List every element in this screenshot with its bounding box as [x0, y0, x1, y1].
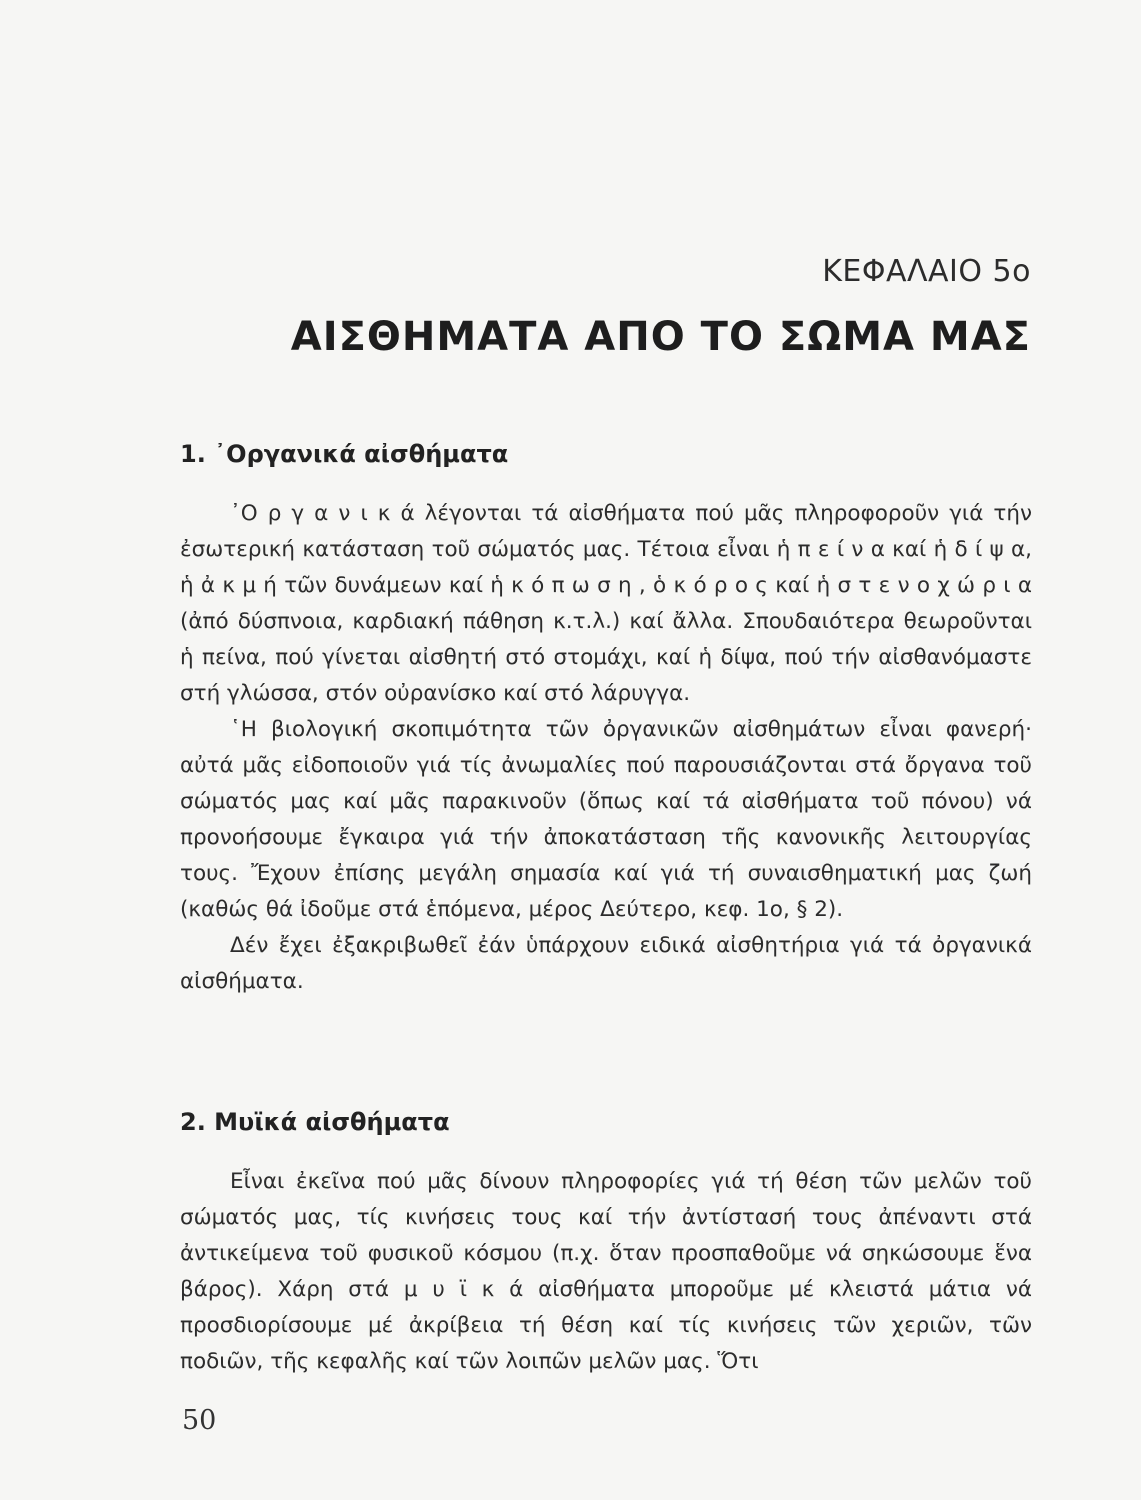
chapter-title: ΑΙΣΘΗΜΑΤΑ ΑΠΟ ΤΟ ΣΩΜΑ ΜΑΣ	[290, 314, 1031, 360]
section-heading-muscular: 2. Μυϊκά αἰσθήματα	[180, 1108, 450, 1136]
page-number: 50	[182, 1405, 217, 1436]
chapter-label: ΚΕΦΑΛΑΙΟ 5ο	[822, 254, 1031, 289]
paragraph: Δέν ἔχει ἐξακριβωθεῖ ἐάν ὑπάρχουν ειδικά αἰσθητήρια γιά τά ὀργανικά αἰσθήματα.	[180, 933, 1032, 994]
section-body-organic	[180, 496, 1032, 1000]
section-body-muscular	[180, 1164, 1032, 1380]
section-heading-organic: 1. ᾿Οργανικά αἰσθήματα	[180, 440, 509, 468]
paragraph: ᾿Ο ρ γ α ν ι κ ά λέγονται τά αἰσθήματα πού μᾶς πληροφοροῦν γιά τήν ἐσωτερική κατάσταση τοῦ σώματός μας. Τέτοια εἶναι ἡ π ε ί ν α καί ἡ δ ί ψ α, ἡ ἀ κ μ ή τῶν δυνάμεων καί ἡ κ ό π ω σ η , ὁ κ ό ρ ο ς καί ἡ σ τ ε ν ο χ ώ ρ ι α (ἀπό δύσπνοια, καρδιακή πάθηση κ.τ.λ.) καί ἄλλα. Σπουδαιότερα θεωροῦνται ἡ πείνα, πού γίνεται αἰσθητή στό στομάχι, καί ἡ δίψα, πού τήν αἰσθανόμαστε στή γλώσσα, στόν οὐρανίσκο καί στό λάρυγγα.	[180, 501, 1032, 706]
paragraph: Εἶναι ἐκεῖνα πού μᾶς δίνουν πληροφορίες γιά τή θέση τῶν μελῶν τοῦ σώματός μας, τίς κινήσεις τους καί τήν ἀντίστασή τους ἀπέναντι στά ἀντικείμενα τοῦ φυσικοῦ κόσμου (π.χ. ὅταν προσπαθοῦμε νά σηκώσουμε ἕνα βάρος). Χάρη στά μ υ ϊ κ ά αἰσθήματα μποροῦμε μέ κλειστά μάτια νά προσδιορίσουμε μέ ἀκρίβεια τή θέση καί τίς κινήσεις τῶν χεριῶν, τῶν ποδιῶν, τῆς κεφαλῆς καί τῶν λοιπῶν μελῶν μας. Ὅτι	[180, 1169, 1032, 1374]
paragraph: ῾Η βιολογική σκοπιμότητα τῶν ὀργανικῶν αἰσθημάτων εἶναι φανερή· αὐτά μᾶς εἰδοποιοῦν γιά τίς ἀνωμαλίες πού παρουσιάζονται στά ὄργανα τοῦ σώματός μας καί μᾶς παρακινοῦν (ὅπως καί τά αἰσθήματα τοῦ πόνου) νά προνοήσουμε ἔγκαιρα γιά τήν ἀποκατάσταση τῆς κανονικῆς λειτουργίας τους. Ἔχουν ἐπίσης μεγάλη σημασία καί γιά τή συναισθηματική μας ζωή (καθώς θά ἰδοῦμε στά ἑπόμενα, μέρος Δεύτερο, κεφ. 1ο, § 2).	[180, 717, 1032, 922]
